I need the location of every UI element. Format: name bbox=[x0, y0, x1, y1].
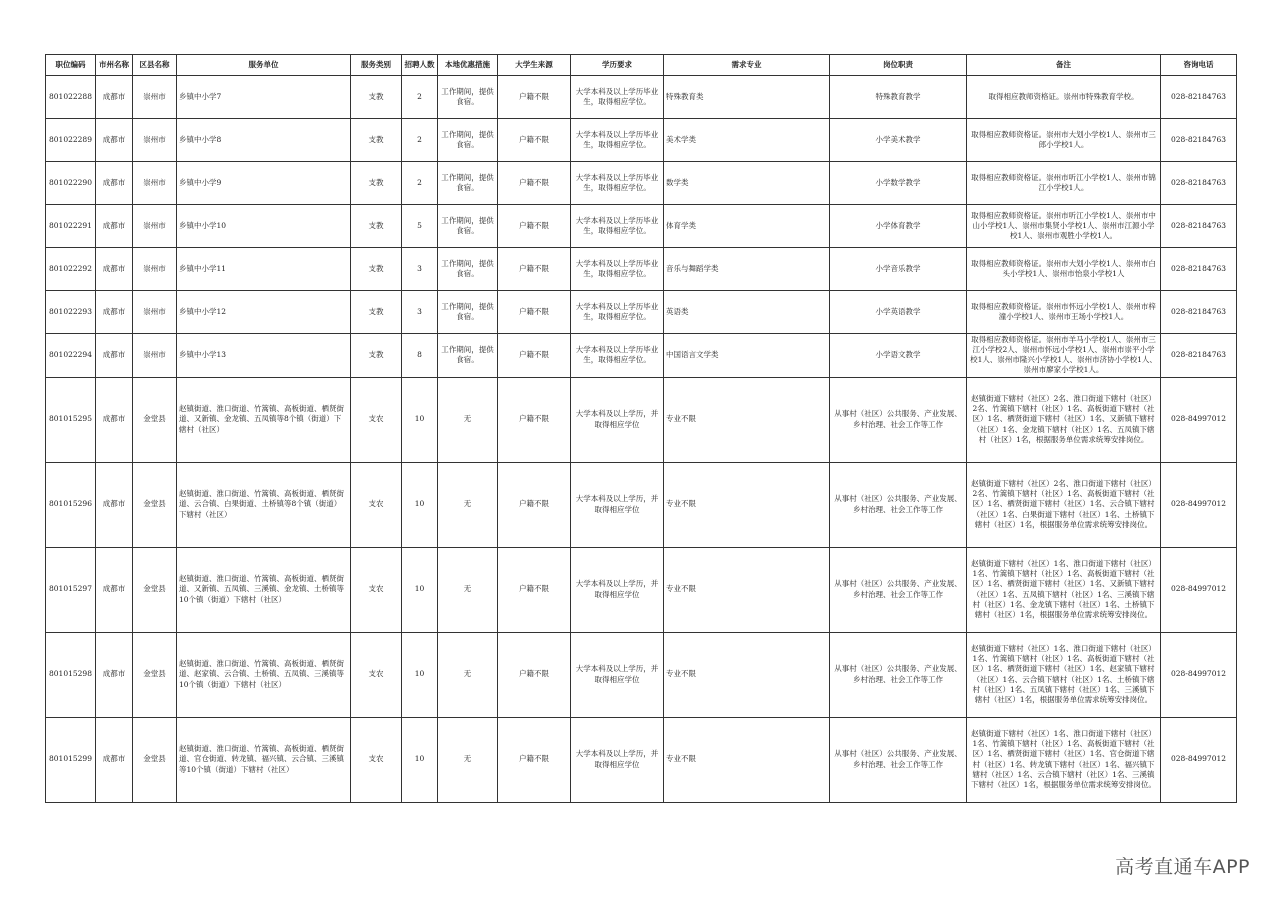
cell-benefit: 工作期间，提供食宿。 bbox=[438, 76, 498, 119]
cell-category: 支教 bbox=[351, 205, 402, 248]
cell-benefit: 工作期间，提供食宿。 bbox=[438, 334, 498, 378]
cell-count: 3 bbox=[402, 291, 438, 334]
cell-count: 10 bbox=[402, 632, 438, 717]
cell-source: 户籍不限 bbox=[498, 632, 571, 717]
cell-county: 金堂县 bbox=[133, 717, 177, 802]
cell-major: 音乐与舞蹈学类 bbox=[664, 248, 830, 291]
table-row bbox=[46, 76, 1237, 119]
cell-major: 英语类 bbox=[664, 291, 830, 334]
header-benefit: 本地优惠措施 bbox=[438, 55, 498, 76]
cell-code: 801022292 bbox=[46, 248, 96, 291]
cell-benefit: 工作期间，提供食宿。 bbox=[438, 291, 498, 334]
cell-source: 户籍不限 bbox=[498, 76, 571, 119]
header-unit: 服务单位 bbox=[177, 55, 351, 76]
header-note: 备注 bbox=[967, 55, 1161, 76]
cell-benefit: 无 bbox=[438, 717, 498, 802]
cell-city: 成都市 bbox=[96, 291, 133, 334]
cell-code: 801022289 bbox=[46, 119, 96, 162]
cell-phone: 028-82184763 bbox=[1161, 334, 1237, 378]
cell-code: 801022293 bbox=[46, 291, 96, 334]
cell-count: 10 bbox=[402, 547, 438, 632]
cell-county: 金堂县 bbox=[133, 462, 177, 547]
cell-source: 户籍不限 bbox=[498, 377, 571, 462]
cell-unit: 赵镇街道、淮口街道、竹篙镇、高板街道、栖贤街道、又新镇、金龙镇、五凤镇等8个镇（街道）下辖村（社区） bbox=[177, 377, 351, 462]
cell-city: 成都市 bbox=[96, 377, 133, 462]
cell-unit: 乡镇中小学7 bbox=[177, 76, 351, 119]
cell-count: 5 bbox=[402, 205, 438, 248]
cell-edu: 大学本科及以上学历毕业生，取得相应学位。 bbox=[571, 76, 664, 119]
cell-benefit: 工作期间，提供食宿。 bbox=[438, 119, 498, 162]
cell-phone: 028-82184763 bbox=[1161, 291, 1237, 334]
cell-phone: 028-84997012 bbox=[1161, 547, 1237, 632]
cell-unit: 乡镇中小学13 bbox=[177, 334, 351, 378]
cell-count: 2 bbox=[402, 119, 438, 162]
cell-count: 3 bbox=[402, 248, 438, 291]
cell-county: 崇州市 bbox=[133, 119, 177, 162]
cell-unit: 赵镇街道、淮口街道、竹篙镇、高板街道、栖贤街道、赵家镇、云合镇、土桥镇、五凤镇、三溪镇等10个镇（街道）下辖村（社区） bbox=[177, 632, 351, 717]
cell-note: 取得相应教师资格证。崇州市大划小学校1人、崇州市三郎小学校1人。 bbox=[967, 119, 1161, 162]
cell-edu: 大学本科及以上学历毕业生，取得相应学位。 bbox=[571, 291, 664, 334]
cell-note: 赵镇街道下辖村（社区）2名、淮口街道下辖村（社区）2名、竹篙镇下辖村（社区）1名、高板街道下辖村（社区）1名、栖贤街道下辖村（社区）1名、云合镇下辖村（社区）1名、白果街道下辖村（社区）1名、土桥镇下辖村（社区）1名，根据服务单位需求统筹安排岗位。 bbox=[967, 462, 1161, 547]
cell-county: 崇州市 bbox=[133, 334, 177, 378]
cell-edu: 大学本科及以上学历，并取得相应学位 bbox=[571, 462, 664, 547]
cell-county: 崇州市 bbox=[133, 162, 177, 205]
cell-code: 801015295 bbox=[46, 377, 96, 462]
cell-category: 支教 bbox=[351, 76, 402, 119]
header-county: 区县名称 bbox=[133, 55, 177, 76]
cell-unit: 乡镇中小学12 bbox=[177, 291, 351, 334]
cell-note: 赵镇街道下辖村（社区）1名、淮口街道下辖村（社区）1名、竹篙镇下辖村（社区）1名、高板街道下辖村（社区）1名、栖贤街道下辖村（社区）1名、官仓街道下辖村（社区）1名、转龙镇下辖村（社区）1名、福兴镇下辖村（社区）1名、云合镇下辖村（社区）1名、三溪镇下辖村（社区）1名，根据服务单位需求统筹安排岗位。 bbox=[967, 717, 1161, 802]
cell-major: 中国语言文学类 bbox=[664, 334, 830, 378]
cell-source: 户籍不限 bbox=[498, 334, 571, 378]
table-header-row bbox=[46, 55, 1237, 76]
cell-source: 户籍不限 bbox=[498, 291, 571, 334]
cell-city: 成都市 bbox=[96, 632, 133, 717]
cell-count: 10 bbox=[402, 377, 438, 462]
cell-county: 崇州市 bbox=[133, 76, 177, 119]
cell-note: 取得相应教师资格证。崇州市大划小学校1人、崇州市白头小学校1人、崇州市怡泉小学校1人 bbox=[967, 248, 1161, 291]
cell-duty: 从事村（社区）公共服务、产业发展、乡村治理、社会工作等工作 bbox=[830, 717, 967, 802]
cell-code: 801015299 bbox=[46, 717, 96, 802]
cell-duty: 从事村（社区）公共服务、产业发展、乡村治理、社会工作等工作 bbox=[830, 462, 967, 547]
cell-benefit: 工作期间，提供食宿。 bbox=[438, 162, 498, 205]
cell-phone: 028-84997012 bbox=[1161, 632, 1237, 717]
cell-source: 户籍不限 bbox=[498, 119, 571, 162]
header-category: 服务类别 bbox=[351, 55, 402, 76]
cell-category: 支农 bbox=[351, 717, 402, 802]
table-row bbox=[46, 717, 1237, 802]
cell-edu: 大学本科及以上学历毕业生，取得相应学位。 bbox=[571, 162, 664, 205]
cell-unit: 乡镇中小学9 bbox=[177, 162, 351, 205]
cell-category: 支农 bbox=[351, 377, 402, 462]
cell-county: 崇州市 bbox=[133, 291, 177, 334]
cell-major: 专业不限 bbox=[664, 717, 830, 802]
header-phone: 咨询电话 bbox=[1161, 55, 1237, 76]
cell-duty: 小学语文教学 bbox=[830, 334, 967, 378]
cell-source: 户籍不限 bbox=[498, 162, 571, 205]
cell-city: 成都市 bbox=[96, 334, 133, 378]
cell-major: 专业不限 bbox=[664, 547, 830, 632]
cell-code: 801022288 bbox=[46, 76, 96, 119]
cell-benefit: 无 bbox=[438, 377, 498, 462]
cell-category: 支教 bbox=[351, 119, 402, 162]
cell-duty: 小学英语教学 bbox=[830, 291, 967, 334]
cell-county: 金堂县 bbox=[133, 632, 177, 717]
table-row bbox=[46, 291, 1237, 334]
table-row bbox=[46, 547, 1237, 632]
cell-major: 体育学类 bbox=[664, 205, 830, 248]
cell-category: 支农 bbox=[351, 632, 402, 717]
cell-phone: 028-82184763 bbox=[1161, 76, 1237, 119]
cell-note: 赵镇街道下辖村（社区）1名、淮口街道下辖村（社区）1名、竹篙镇下辖村（社区）1名、高板街道下辖村（社区）1名、栖贤街道下辖村（社区）1名、又新镇下辖村（社区）1名、五凤镇下辖村（社区）1名、三溪镇下辖村（社区）1名、金龙镇下辖村（社区）1名、土桥镇下辖村（社区）1名，根据服务单位需求统筹安排岗位。 bbox=[967, 547, 1161, 632]
cell-edu: 大学本科及以上学历毕业生，取得相应学位。 bbox=[571, 119, 664, 162]
cell-major: 专业不限 bbox=[664, 462, 830, 547]
cell-unit: 乡镇中小学11 bbox=[177, 248, 351, 291]
cell-code: 801022291 bbox=[46, 205, 96, 248]
header-code: 职位编码 bbox=[46, 55, 96, 76]
cell-phone: 028-82184763 bbox=[1161, 205, 1237, 248]
table-row bbox=[46, 377, 1237, 462]
cell-city: 成都市 bbox=[96, 162, 133, 205]
cell-phone: 028-84997012 bbox=[1161, 377, 1237, 462]
cell-duty: 小学体育教学 bbox=[830, 205, 967, 248]
cell-county: 崇州市 bbox=[133, 248, 177, 291]
cell-code: 801015298 bbox=[46, 632, 96, 717]
cell-source: 户籍不限 bbox=[498, 205, 571, 248]
cell-city: 成都市 bbox=[96, 717, 133, 802]
cell-category: 支教 bbox=[351, 248, 402, 291]
cell-code: 801015296 bbox=[46, 462, 96, 547]
cell-note: 取得相应教师资格证。崇州市听江小学校1人、崇州市锦江小学校1人。 bbox=[967, 162, 1161, 205]
cell-source: 户籍不限 bbox=[498, 248, 571, 291]
cell-edu: 大学本科及以上学历，并取得相应学位 bbox=[571, 717, 664, 802]
cell-major: 专业不限 bbox=[664, 377, 830, 462]
cell-code: 801022294 bbox=[46, 334, 96, 378]
cell-phone: 028-82184763 bbox=[1161, 248, 1237, 291]
cell-unit: 赵镇街道、淮口街道、竹篙镇、高板街道、栖贤街道、云合镇、白果街道、土桥镇等8个镇（街道）下辖村（社区） bbox=[177, 462, 351, 547]
cell-category: 支教 bbox=[351, 162, 402, 205]
cell-county: 金堂县 bbox=[133, 547, 177, 632]
cell-benefit: 工作期间，提供食宿。 bbox=[438, 205, 498, 248]
cell-city: 成都市 bbox=[96, 462, 133, 547]
cell-county: 崇州市 bbox=[133, 205, 177, 248]
cell-note: 取得相应教师资格证。崇州市听江小学校1人、崇州市中山小学校1人、崇州市集贤小学校1人、崇州市江源小学校1人、崇州市观胜小学校1人。 bbox=[967, 205, 1161, 248]
cell-major: 美术学类 bbox=[664, 119, 830, 162]
cell-note: 赵镇街道下辖村（社区）1名、淮口街道下辖村（社区）1名、竹篙镇下辖村（社区）1名、高板街道下辖村（社区）1名、栖贤街道下辖村（社区）1名、赵家镇下辖村（社区）1名、云合镇下辖村（社区）1名、土桥镇下辖村（社区）1名、五凤镇下辖村（社区）1名、三溪镇下辖村（社区）1名，根据服务单位需求统筹安排岗位。 bbox=[967, 632, 1161, 717]
cell-note: 赵镇街道下辖村（社区）2名、淮口街道下辖村（社区）2名、竹篙镇下辖村（社区）1名、高板街道下辖村（社区）1名、栖贤街道下辖村（社区）1名、又新镇下辖村（社区）1名、金龙镇下辖村（社区）1名、五凤镇下辖村（社区）1名，根据服务单位需求统筹安排岗位。 bbox=[967, 377, 1161, 462]
cell-note: 取得相应教师资格证。崇州市羊马小学校1人、崇州市三江小学校2人、崇州市怀远小学校1人、崇州市崇平小学校1人、崇州市隆兴小学校1人、崇州市济协小学校1人、崇州市廖家小学校1人。 bbox=[967, 334, 1161, 378]
recruitment-table bbox=[45, 54, 1237, 803]
cell-edu: 大学本科及以上学历，并取得相应学位 bbox=[571, 632, 664, 717]
header-edu: 学历要求 bbox=[571, 55, 664, 76]
header-duty: 岗位职责 bbox=[830, 55, 967, 76]
cell-count: 8 bbox=[402, 334, 438, 378]
header-count: 招聘人数 bbox=[402, 55, 438, 76]
cell-source: 户籍不限 bbox=[498, 547, 571, 632]
cell-phone: 028-84997012 bbox=[1161, 462, 1237, 547]
cell-city: 成都市 bbox=[96, 205, 133, 248]
table-row bbox=[46, 334, 1237, 378]
cell-category: 支农 bbox=[351, 462, 402, 547]
watermark-text: 高考直通车APP bbox=[1115, 856, 1250, 878]
cell-count: 10 bbox=[402, 717, 438, 802]
cell-code: 801015297 bbox=[46, 547, 96, 632]
cell-duty: 从事村（社区）公共服务、产业发展、乡村治理、社会工作等工作 bbox=[830, 377, 967, 462]
cell-duty: 特殊教育教学 bbox=[830, 76, 967, 119]
cell-major: 数学类 bbox=[664, 162, 830, 205]
table-row bbox=[46, 248, 1237, 291]
cell-category: 支教 bbox=[351, 334, 402, 378]
cell-edu: 大学本科及以上学历毕业生，取得相应学位。 bbox=[571, 334, 664, 378]
cell-benefit: 无 bbox=[438, 632, 498, 717]
cell-unit: 赵镇街道、淮口街道、竹篙镇、高板街道、栖贤街道、又新镇、五凤镇、三溪镇、金龙镇、土桥镇等10个镇（街道）下辖村（社区） bbox=[177, 547, 351, 632]
header-major: 需求专业 bbox=[664, 55, 830, 76]
cell-benefit: 无 bbox=[438, 547, 498, 632]
cell-duty: 从事村（社区）公共服务、产业发展、乡村治理、社会工作等工作 bbox=[830, 547, 967, 632]
cell-unit: 乡镇中小学10 bbox=[177, 205, 351, 248]
cell-code: 801022290 bbox=[46, 162, 96, 205]
cell-city: 成都市 bbox=[96, 547, 133, 632]
cell-major: 专业不限 bbox=[664, 632, 830, 717]
cell-county: 金堂县 bbox=[133, 377, 177, 462]
cell-benefit: 工作期间，提供食宿。 bbox=[438, 248, 498, 291]
header-city: 市州名称 bbox=[96, 55, 133, 76]
cell-duty: 从事村（社区）公共服务、产业发展、乡村治理、社会工作等工作 bbox=[830, 632, 967, 717]
cell-city: 成都市 bbox=[96, 119, 133, 162]
cell-city: 成都市 bbox=[96, 76, 133, 119]
table-row bbox=[46, 462, 1237, 547]
cell-source: 户籍不限 bbox=[498, 462, 571, 547]
cell-edu: 大学本科及以上学历毕业生，取得相应学位。 bbox=[571, 248, 664, 291]
cell-edu: 大学本科及以上学历毕业生，取得相应学位。 bbox=[571, 205, 664, 248]
table-row bbox=[46, 162, 1237, 205]
table-row bbox=[46, 119, 1237, 162]
cell-duty: 小学数学教学 bbox=[830, 162, 967, 205]
cell-duty: 小学音乐教学 bbox=[830, 248, 967, 291]
table-row bbox=[46, 632, 1237, 717]
cell-category: 支教 bbox=[351, 291, 402, 334]
cell-unit: 乡镇中小学8 bbox=[177, 119, 351, 162]
cell-source: 户籍不限 bbox=[498, 717, 571, 802]
cell-major: 特殊教育类 bbox=[664, 76, 830, 119]
cell-edu: 大学本科及以上学历，并取得相应学位 bbox=[571, 377, 664, 462]
cell-phone: 028-82184763 bbox=[1161, 119, 1237, 162]
cell-note: 取得相应教师资格证。崇州市特殊教育学校。 bbox=[967, 76, 1161, 119]
cell-edu: 大学本科及以上学历，并取得相应学位 bbox=[571, 547, 664, 632]
cell-duty: 小学美术教学 bbox=[830, 119, 967, 162]
cell-note: 取得相应教师资格证。崇州市怀远小学校1人、崇州市梓潼小学校1人、崇州市王场小学校1人。 bbox=[967, 291, 1161, 334]
cell-category: 支农 bbox=[351, 547, 402, 632]
cell-unit: 赵镇街道、淮口街道、竹篙镇、高板街道、栖贤街道、官仓街道、转龙镇、福兴镇、云合镇、三溪镇等10个镇（街道）下辖村（社区） bbox=[177, 717, 351, 802]
cell-phone: 028-82184763 bbox=[1161, 162, 1237, 205]
table-row bbox=[46, 205, 1237, 248]
cell-city: 成都市 bbox=[96, 248, 133, 291]
cell-phone: 028-84997012 bbox=[1161, 717, 1237, 802]
cell-count: 2 bbox=[402, 162, 438, 205]
header-source: 大学生来源 bbox=[498, 55, 571, 76]
cell-count: 2 bbox=[402, 76, 438, 119]
cell-count: 10 bbox=[402, 462, 438, 547]
cell-benefit: 无 bbox=[438, 462, 498, 547]
